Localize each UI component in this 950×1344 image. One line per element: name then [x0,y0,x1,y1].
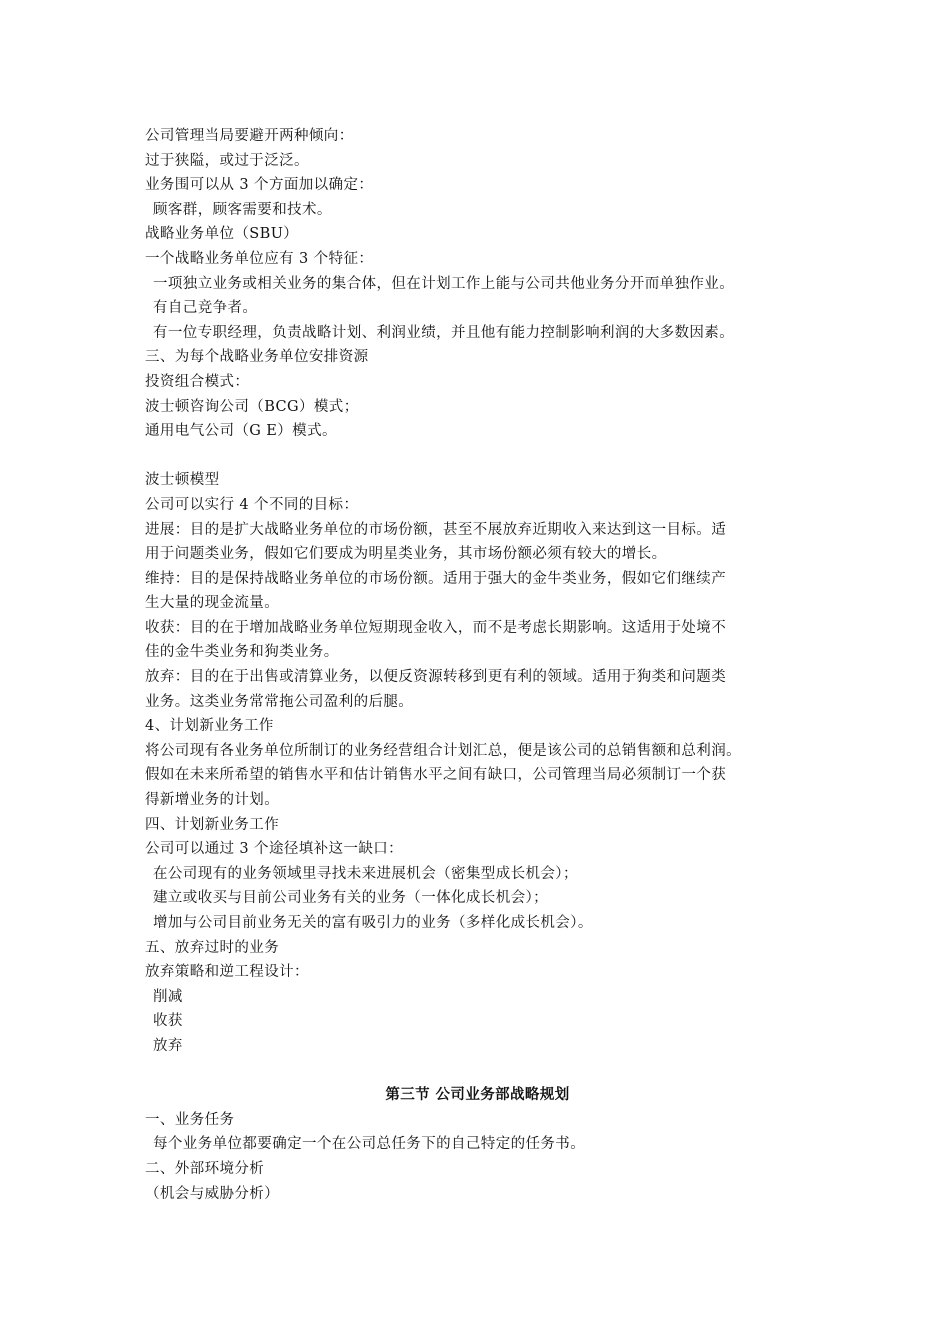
text-line: 通用电气公司（G E）模式。 [145,423,337,440]
text-line: 公司可以实行 4 个不同的目标： [145,496,359,513]
text-line: 放弃 [153,1037,183,1054]
text-line: 有一位专职经理，负责战略计划、利润业绩，并且他有能力控制影响利润的大多数因素。 [153,324,735,341]
text-line: 收获 [153,1013,183,1030]
text-line: 维持：目的是保持战略业务单位的市场份额。适用于强大的金牛类业务，假如它们继续产 [145,570,727,587]
document-page [145,124,810,1206]
text-line: 一个战略业务单位应有 3 个特征： [145,250,374,267]
text-block-portfolio [145,124,810,444]
text-line: 生大量的现金流量。 [145,595,280,612]
text-line: 波士顿咨询公司（BCG）模式； [145,398,359,415]
text-line: 公司管理当局要避开两种倾向： [145,128,354,144]
text-line: 建立或收买与目前公司业务有关的业务（一体化成长机会）； [153,890,549,907]
text-line: （机会与威胁分析） [145,1185,280,1202]
text-line: 将公司现有各业务单位所制订的业务经营组合计划汇总，便是该公司的总销售额和总利润。 [145,742,741,759]
text-line: 每个业务单位都要确定一个在公司总任务下的自己特定的任务书。 [153,1136,586,1153]
text-line: 假如在未来所希望的销售水平和估计销售水平之间有缺口，公司管理当局必须制订一个获 [145,767,727,784]
text-line: 波士顿模型 [145,472,220,489]
text-line: 过于狭隘，或过于泛泛。 [145,152,309,169]
text-line: 公司可以通过 3 个途径填补这一缺口： [145,841,404,858]
text-line: 业务。这类业务常常拖公司盈利的后腿。 [145,693,414,710]
text-line: 一项独立业务或相关业务的集合体，但在计划工作上能与公司共他业务分开而单独作业。 [153,275,735,292]
text-line: 在公司现有的业务领域里寻找未来进展机会（密集型成长机会）； [153,865,578,882]
text-line: 佳的金牛类业务和狗类业务。 [145,644,339,661]
text-line: 有自己竞争者。 [153,300,258,317]
text-line: 增加与公司目前业务无关的富有吸引力的业务（多样化成长机会）。 [153,915,593,931]
text-line: 收获：目的在于增加战略业务单位短期现金收入，而不是考虑长期影响。这适用于处境不 [145,619,727,636]
text-block-boston-model [145,468,810,1058]
text-line: 一、业务任务 [145,1111,235,1128]
text-block-business-unit [145,1108,810,1206]
blank-line [145,444,810,469]
text-line: 4、计划新业务工作 [145,718,274,735]
text-line: 投资组合模式： [145,373,250,390]
text-line: 削减 [153,988,183,1005]
text-line: 四、计划新业务工作 [145,816,280,833]
text-line: 用于问题类业务，假如它们要成为明星类业务，其市场份额必须有较大的增长。 [145,546,667,563]
text-line: 放弃：目的在于出售或清算业务，以便反资源转移到更有利的领域。适用于狗类和问题类 [145,669,727,686]
text-line: 得新增业务的计划。 [145,792,280,809]
text-line: 顾客群，顾客需要和技术。 [153,201,332,218]
text-line: 五、放弃过时的业务 [145,939,280,956]
text-line: 业务围可以从 3 个方面加以确定： [145,177,374,194]
text-line: 三、为每个战略业务单位安排资源 [145,349,369,366]
text-line: 放弃策略和逆工程设计： [145,964,309,981]
text-line: 二、外部环境分析 [145,1160,265,1177]
text-line: 战略业务单位（SBU） [145,226,299,243]
section-heading: 第三节 公司业务部战略规划 [385,1086,570,1104]
text-line: 进展：目的是扩大战略业务单位的市场份额，甚至不展放弃近期收入来达到这一目标。适 [145,521,727,538]
